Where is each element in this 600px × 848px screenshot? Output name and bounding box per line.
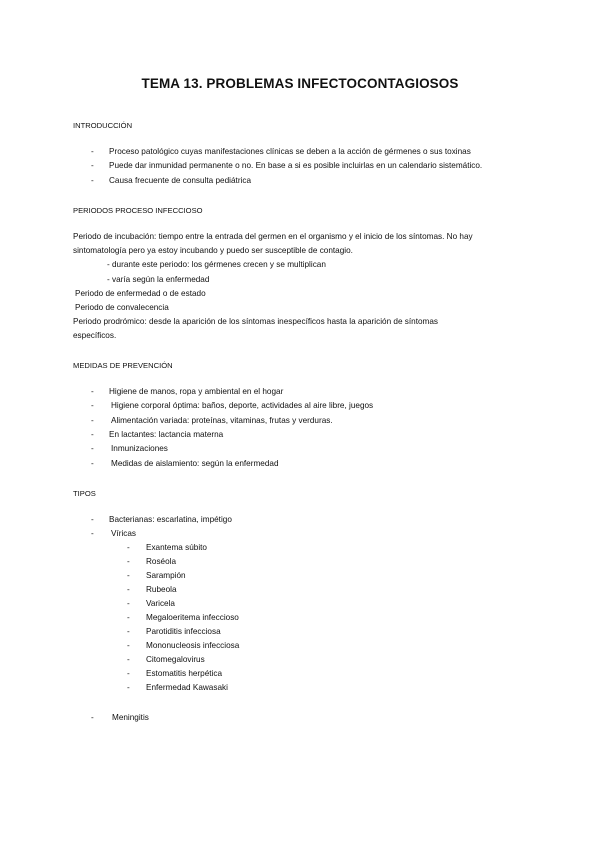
bullet-dash: -: [91, 401, 94, 410]
sub-list-item: Varicela: [146, 599, 175, 608]
bullet-dash: -: [91, 387, 94, 396]
list-item: Bacterianas: escarlatina, impétigo: [109, 515, 232, 524]
list-item: Higiene de manos, ropa y ambiental en el hogar: [109, 387, 284, 396]
list-item: Puede dar inmunidad permanente o no. En base a si es posible incluirlas en un calendario sistemático.: [109, 161, 483, 170]
paragraph-line: Periodo prodrómico: desde la aparición de los síntomas inespecíficos hasta la aparición de síntomas: [73, 317, 438, 326]
bullet-dash: -: [127, 627, 130, 636]
paragraph-line: específicos.: [73, 331, 117, 340]
list-item: En lactantes: lactancia materna: [109, 430, 224, 439]
section-heading-medidas: MEDIDAS DE PREVENCIÓN: [73, 361, 173, 370]
bullet-dash: -: [127, 669, 130, 678]
bullet-dash: -: [91, 161, 94, 170]
bullet-dash: -: [91, 147, 94, 156]
list-item: Meningitis: [112, 713, 149, 722]
list-item: Causa frecuente de consulta pediátrica: [109, 176, 252, 185]
list-item: Higiene corporal óptima: baños, deporte, actividades al aire libre, juegos: [111, 401, 374, 410]
bullet-dash: -: [127, 599, 130, 608]
bullet-dash: -: [91, 430, 94, 439]
paragraph-line: - durante este periodo: los gérmenes crecen y se multiplican: [107, 260, 326, 269]
bullet-dash: -: [127, 571, 130, 580]
section-heading-introduccion: INTRODUCCIÓN: [73, 121, 133, 130]
sub-list-item: Exantema súbito: [146, 543, 207, 552]
sub-list-item: Mononucleosis infecciosa: [146, 641, 240, 650]
list-item: Proceso patológico cuyas manifestaciones clínicas se deben a la acción de gérmenes o sus toxinas: [109, 147, 471, 156]
sub-list-item: Sarampión: [146, 571, 186, 580]
paragraph-line: Periodo de convalecencia: [75, 303, 169, 312]
list-item: Inmunizaciones: [111, 444, 168, 453]
bullet-dash: -: [91, 459, 94, 468]
bullet-dash: -: [127, 641, 130, 650]
bullet-dash: -: [127, 543, 130, 552]
paragraph-line: Periodo de enfermedad o de estado: [75, 289, 206, 298]
section-heading-tipos: TIPOS: [73, 489, 96, 498]
paragraph-line: - varía según la enfermedad: [107, 275, 210, 284]
list-item: Medidas de aislamiento: según la enfermedad: [111, 459, 279, 468]
sub-list-item: Rubeola: [146, 585, 177, 594]
bullet-dash: -: [91, 713, 94, 722]
list-item: Alimentación variada: proteínas, vitaminas, frutas y verduras.: [111, 416, 333, 425]
bullet-dash: -: [127, 585, 130, 594]
page-title: TEMA 13. PROBLEMAS INFECTOCONTAGIOSOS: [141, 76, 459, 91]
bullet-dash: -: [91, 515, 94, 524]
bullet-dash: -: [91, 529, 94, 538]
list-item: Víricas: [111, 529, 137, 538]
bullet-dash: -: [91, 416, 94, 425]
paragraph-line: sintomatología pero ya estoy incubando y puedo ser susceptible de contagio.: [73, 246, 353, 255]
bullet-dash: -: [127, 655, 130, 664]
bullet-dash: -: [127, 613, 130, 622]
sub-list-item: Megaloeritema infeccioso: [146, 613, 239, 622]
bullet-dash: -: [127, 557, 130, 566]
paragraph-line: Periodo de incubación: tiempo entre la entrada del germen en el organismo y el inicio de los síntomas. No hay: [73, 232, 473, 241]
section-heading-periodos: PERIODOS PROCESO INFECCIOSO: [73, 206, 203, 215]
bullet-dash: -: [91, 444, 94, 453]
sub-list-item: Citomegalovirus: [146, 655, 205, 664]
sub-list-item: Parotiditis infecciosa: [146, 627, 221, 636]
bullet-dash: -: [127, 683, 130, 692]
sub-list-item: Estomatitis herpética: [146, 669, 222, 678]
bullet-dash: -: [91, 176, 94, 185]
sub-list-item: Roséola: [146, 557, 177, 566]
sub-list-item: Enfermedad Kawasaki: [146, 683, 228, 692]
